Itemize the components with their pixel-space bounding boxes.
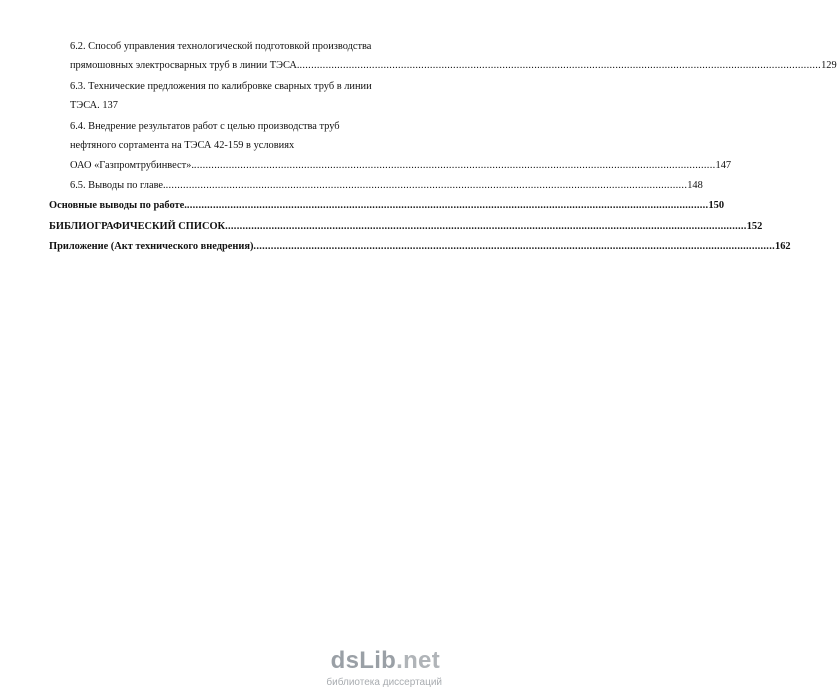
dot-leader: ....................................................................................................................................................................................	[253, 241, 775, 252]
toc-page-number: 129	[821, 60, 837, 71]
toc-entry-6-4-line1: 6.4. Внедрение результатов работ с целью производства труб	[70, 121, 340, 132]
toc-entry-6-4-line3[interactable]	[70, 159, 732, 172]
toc-entry-text: Приложение (Акт технического внедрения)	[49, 241, 254, 252]
toc-entry-6-2-line1: 6.2. Способ управления технологической подготовкой производства	[70, 41, 372, 52]
dot-leader: ....................................................................................................................................................................................	[225, 221, 747, 232]
toc-entry-6-2-line2[interactable]	[70, 59, 837, 72]
dot-leader: ....................................................................................................................................................................................	[165, 180, 688, 191]
toc-entry-text: ОАО «Газпромтрубинвест».	[70, 160, 194, 171]
logo-net-text: .net	[396, 647, 440, 674]
toc-page-number: 148	[687, 180, 703, 191]
dot-leader: ....................................................................................................................................................................................	[186, 200, 709, 211]
toc-page-number: 162	[775, 241, 791, 252]
toc-entry-6-3-line1: 6.3. Технические предложения по калибровке сварных труб в линии	[70, 81, 372, 92]
toc-entry-text: 6.5. Выводы по главе.	[70, 180, 166, 191]
toc-entry-text: прямошовных электросварных труб в линии ТЭСА.	[70, 60, 300, 71]
logo-ds-text: ds	[330, 647, 360, 674]
toc-entry-appendix[interactable]	[49, 240, 791, 253]
dslib-logo	[331, 646, 440, 676]
dot-leader: ....................................................................................................................................................................................	[193, 160, 716, 171]
dot-leader: ....................................................................................................................................................................................	[299, 60, 822, 71]
toc-page-number: 152	[746, 221, 763, 232]
toc-entry-conclusions[interactable]	[49, 199, 725, 212]
toc-page-number: 147	[715, 160, 732, 171]
toc-page-number: 150	[708, 200, 725, 211]
watermark-caption: библиотека диссертаций	[326, 677, 442, 688]
toc-entry-6-5[interactable]	[70, 179, 703, 192]
toc-entry-text: БИБЛИОГРАФИЧЕСКИЙ СПИСОК	[49, 221, 226, 232]
toc-entry-bibliography[interactable]	[49, 220, 763, 233]
toc-entry-6-3-line2[interactable]: ТЭСА. 137	[70, 100, 118, 111]
toc-entry-text: Основные выводы по работе.	[49, 200, 187, 211]
dslib-watermark	[300, 646, 450, 698]
logo-lib-text: Lib	[359, 647, 397, 674]
toc-entry-6-4-line2: нефтяного сортамента на ТЭСА 42-159 в условиях	[70, 140, 295, 151]
